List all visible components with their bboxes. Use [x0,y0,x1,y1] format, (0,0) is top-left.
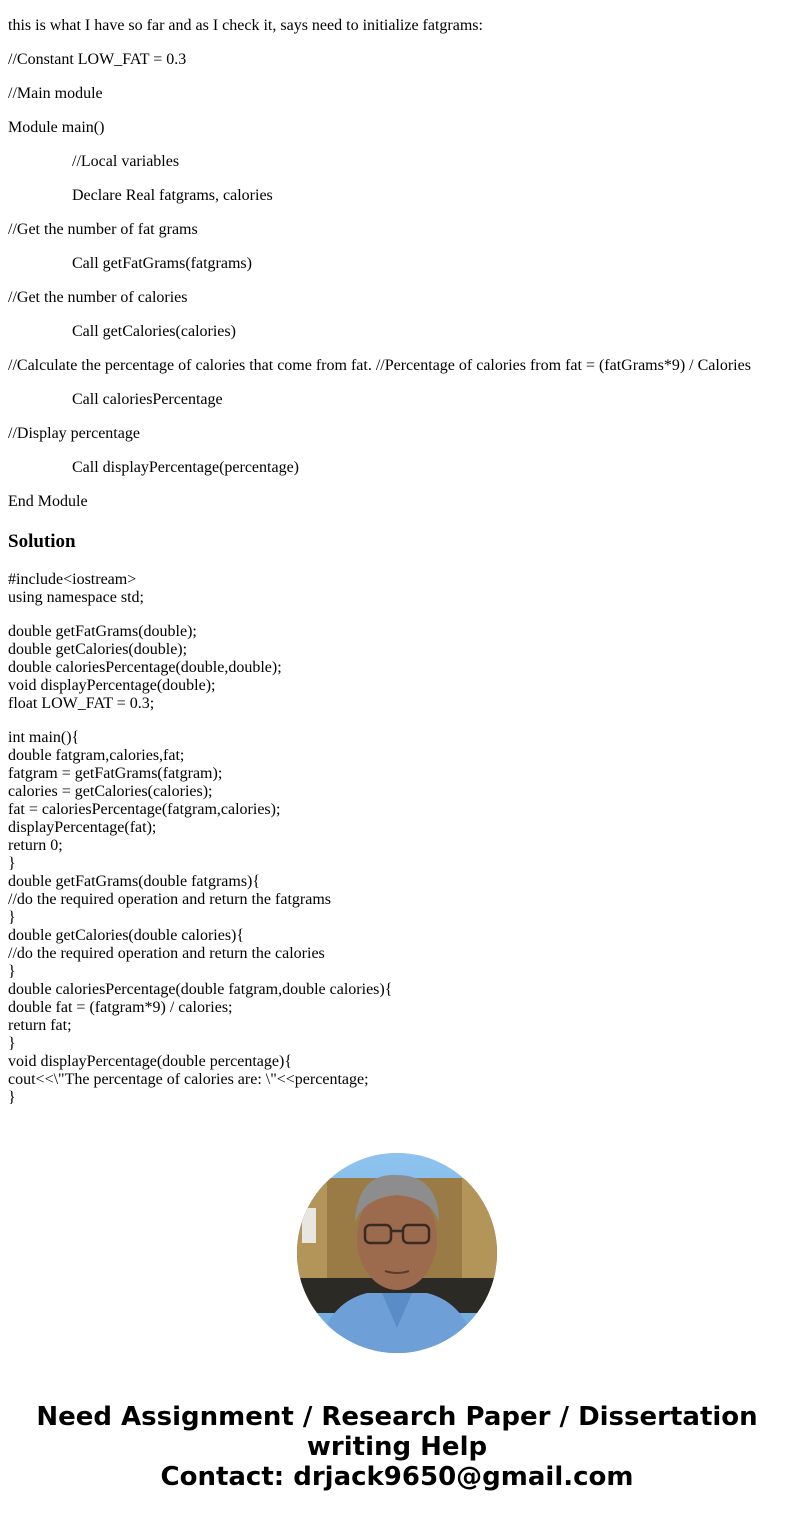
code-line: fat = caloriesPercentage(fatgram,calories); [8,801,281,818]
code-line: using namespace std; [8,589,144,606]
question-line: Declare Real fatgrams, calories [72,187,273,204]
question-line: Call getFatGrams(fatgrams) [72,255,252,272]
author-avatar [297,1153,497,1353]
promo-banner [0,1402,794,1492]
code-line: double getFatGrams(double fatgrams){ [8,873,261,890]
question-line: //Constant LOW_FAT = 0.3 [8,51,187,68]
code-line: displayPercentage(fat); [8,819,157,836]
code-line: double caloriesPercentage(double fatgram,double calories){ [8,981,393,998]
promo-line-2: writing Help [306,1432,488,1462]
code-line: void displayPercentage(double percentage){ [8,1053,293,1070]
question-line: Call getCalories(calories) [72,323,236,340]
code-line: double getCalories(double calories){ [8,927,245,944]
code-spacer [8,713,392,729]
solution-code [8,571,392,1107]
code-line: double getFatGrams(double); [8,623,197,640]
code-line: double fat = (fatgram*9) / calories; [8,999,233,1016]
code-line: //do the required operation and return the fatgrams [8,891,331,908]
question-line: //Local variables [72,153,180,170]
code-line: int main(){ [8,729,80,746]
portrait-image [297,1153,497,1353]
code-line: } [8,1089,16,1106]
code-line: fatgram = getFatGrams(fatgram); [8,765,223,782]
question-line: //Get the number of calories [8,289,188,306]
question-line: //Main module [8,85,103,102]
code-line: } [8,909,16,926]
code-line: void displayPercentage(double); [8,677,216,694]
code-line: #include<iostream> [8,571,137,588]
question-line: Module main() [8,119,105,136]
question-line: //Get the number of fat grams [8,221,198,238]
code-line: calories = getCalories(calories); [8,783,213,800]
code-spacer [8,607,392,623]
question-line: Call displayPercentage(percentage) [72,459,299,476]
code-line: cout<<\"The percentage of calories are: \"<<percentage; [8,1071,369,1088]
code-line: double caloriesPercentage(double,double); [8,659,282,676]
code-line: //do the required operation and return the calories [8,945,325,962]
promo-line-1: Need Assignment / Research Paper / Dissertation [36,1402,758,1432]
code-line: } [8,963,16,980]
code-line: double fatgram,calories,fat; [8,747,185,764]
code-line: return fat; [8,1017,72,1034]
promo-contact: Contact: drjack9650@gmail.com [160,1462,634,1492]
question-line: //Calculate the percentage of calories that come from fat. //Percentage of calories from fat = (fatGrams*9) / Calories [8,357,751,374]
code-line: double getCalories(double); [8,641,188,658]
question-line: this is what I have so far and as I check it, says need to initialize fatgrams: [8,17,483,34]
code-line: } [8,855,16,872]
code-line: return 0; [8,837,63,854]
code-line: float LOW_FAT = 0.3; [8,695,155,712]
question-line: End Module [8,493,88,510]
question-line: //Display percentage [8,425,140,442]
code-line: } [8,1035,16,1052]
solution-heading: Solution [8,531,76,552]
question-line: Call caloriesPercentage [72,391,223,408]
